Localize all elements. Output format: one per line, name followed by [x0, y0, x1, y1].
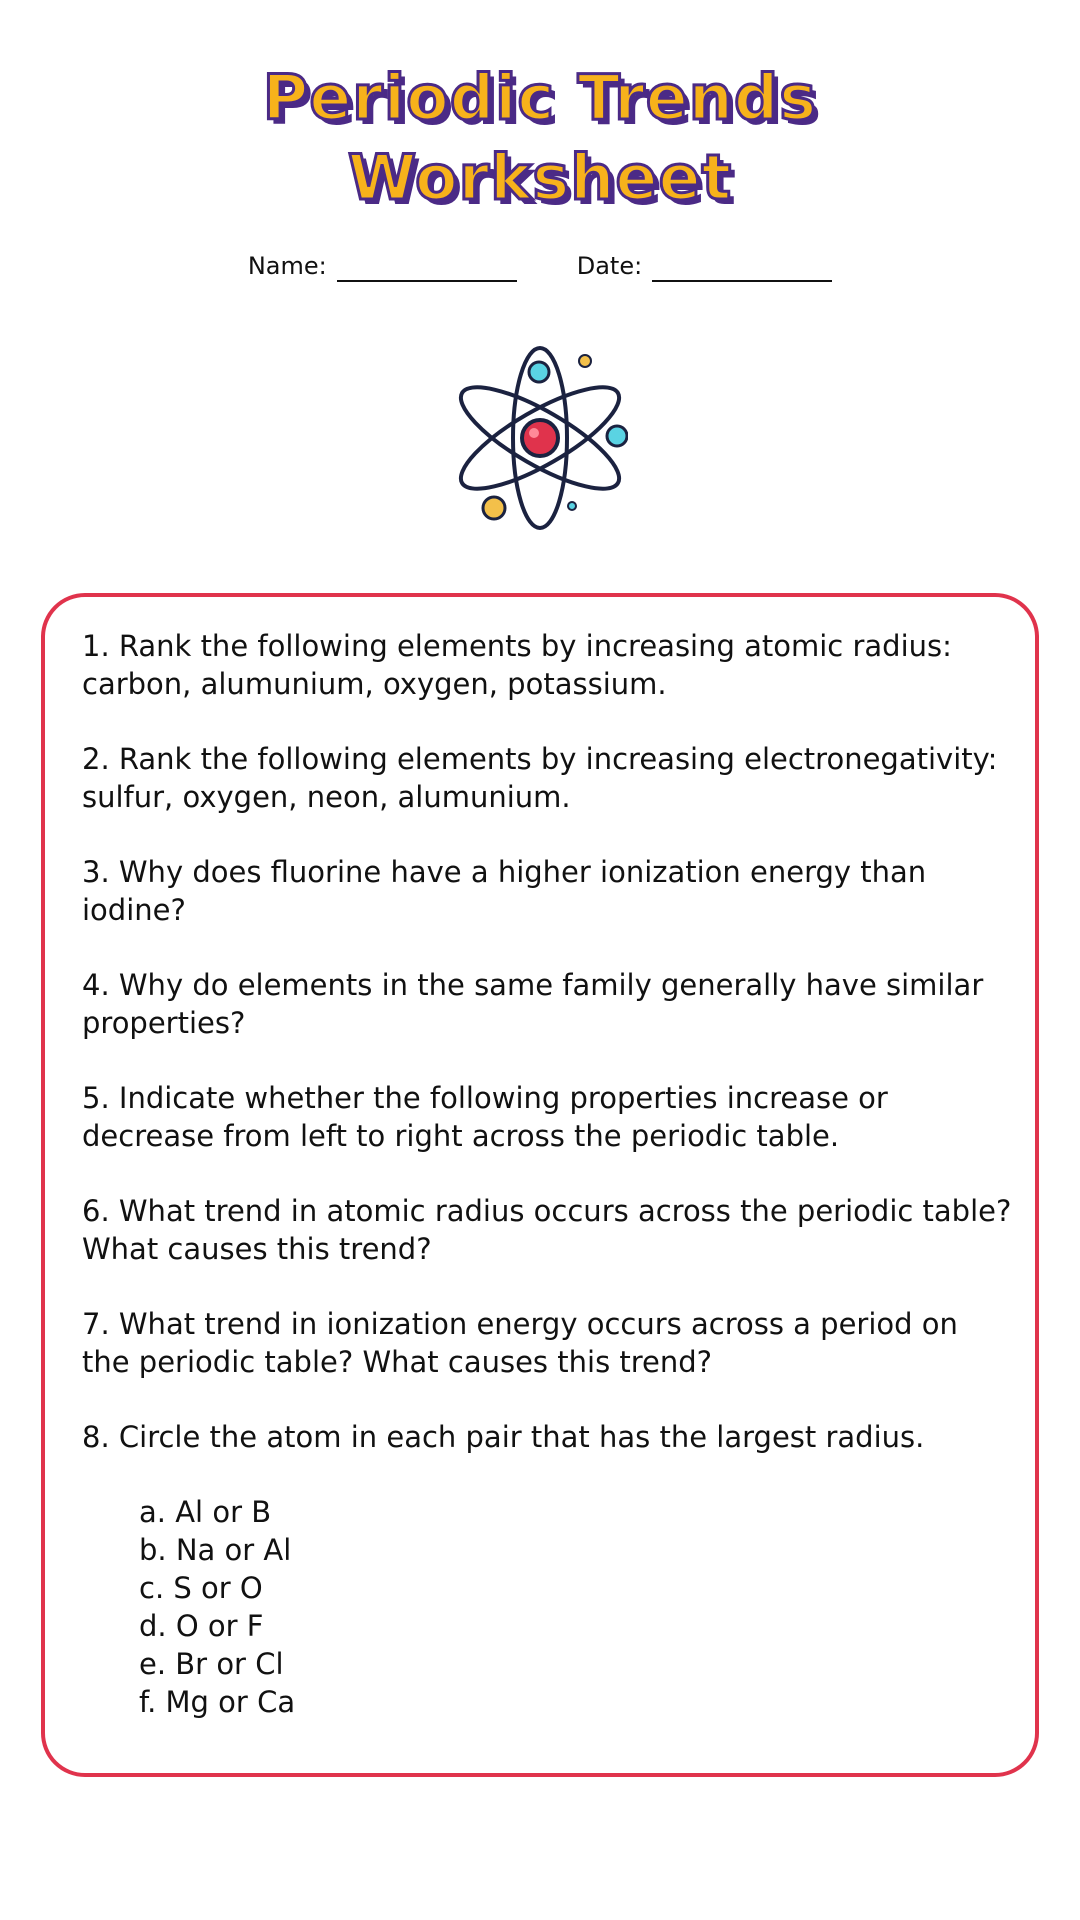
- question-8: 8. Circle the atom in each pair that has the largest radius.: [82, 1420, 925, 1454]
- date-blank-line[interactable]: [652, 256, 832, 282]
- student-info-row: [0, 250, 1080, 282]
- electron-right: [607, 426, 627, 446]
- pair-option-a: a. Al or B: [139, 1495, 272, 1529]
- question-7: 7. What trend in ionization energy occurs across a period on the periodic table? What causes this trend?: [82, 1307, 958, 1379]
- question-1: 1. Rank the following elements by increasing atomic radius: carbon, alumunium, oxygen, potassium.: [82, 629, 952, 701]
- name-blank-line[interactable]: [337, 256, 517, 282]
- name-label: Name:: [247, 252, 327, 280]
- pair-option-b: b. Na or Al: [139, 1533, 292, 1567]
- date-label: Date:: [576, 252, 643, 280]
- electron-small-top: [579, 355, 591, 367]
- question-6: 6. What trend in atomic radius occurs across the periodic table? What causes this trend?: [82, 1194, 1012, 1266]
- title-line-1: Periodic Trends: [262, 61, 818, 134]
- date-field[interactable]: [577, 250, 832, 282]
- pair-option-d: d. O or F: [139, 1609, 264, 1643]
- question-3: 3. Why does fluorine have a higher ionization energy than iodine?: [82, 855, 927, 927]
- questions-list: [82, 627, 1012, 1721]
- name-field[interactable]: [248, 250, 517, 282]
- electron-bottom-left: [483, 497, 505, 519]
- worksheet-title: [0, 58, 1080, 218]
- nucleus: [522, 420, 558, 456]
- pair-option-f: f. Mg or Ca: [139, 1685, 296, 1719]
- electron-small-bottom: [568, 502, 576, 510]
- nucleus-highlight: [529, 428, 539, 438]
- question-5: 5. Indicate whether the following properties increase or decrease from left to right across the periodic table.: [82, 1081, 888, 1153]
- title-line-2: Worksheet: [347, 141, 733, 214]
- pair-options-list: [82, 1493, 1012, 1721]
- question-2: 2. Rank the following elements by increasing electronegativity: sulfur, oxygen, neon, alumunium.: [82, 742, 998, 814]
- electron-top: [529, 362, 549, 382]
- pair-option-c: c. S or O: [139, 1571, 263, 1605]
- pair-option-e: e. Br or Cl: [139, 1647, 284, 1681]
- atom-icon: [452, 340, 628, 536]
- question-4: 4. Why do elements in the same family generally have similar properties?: [82, 968, 984, 1040]
